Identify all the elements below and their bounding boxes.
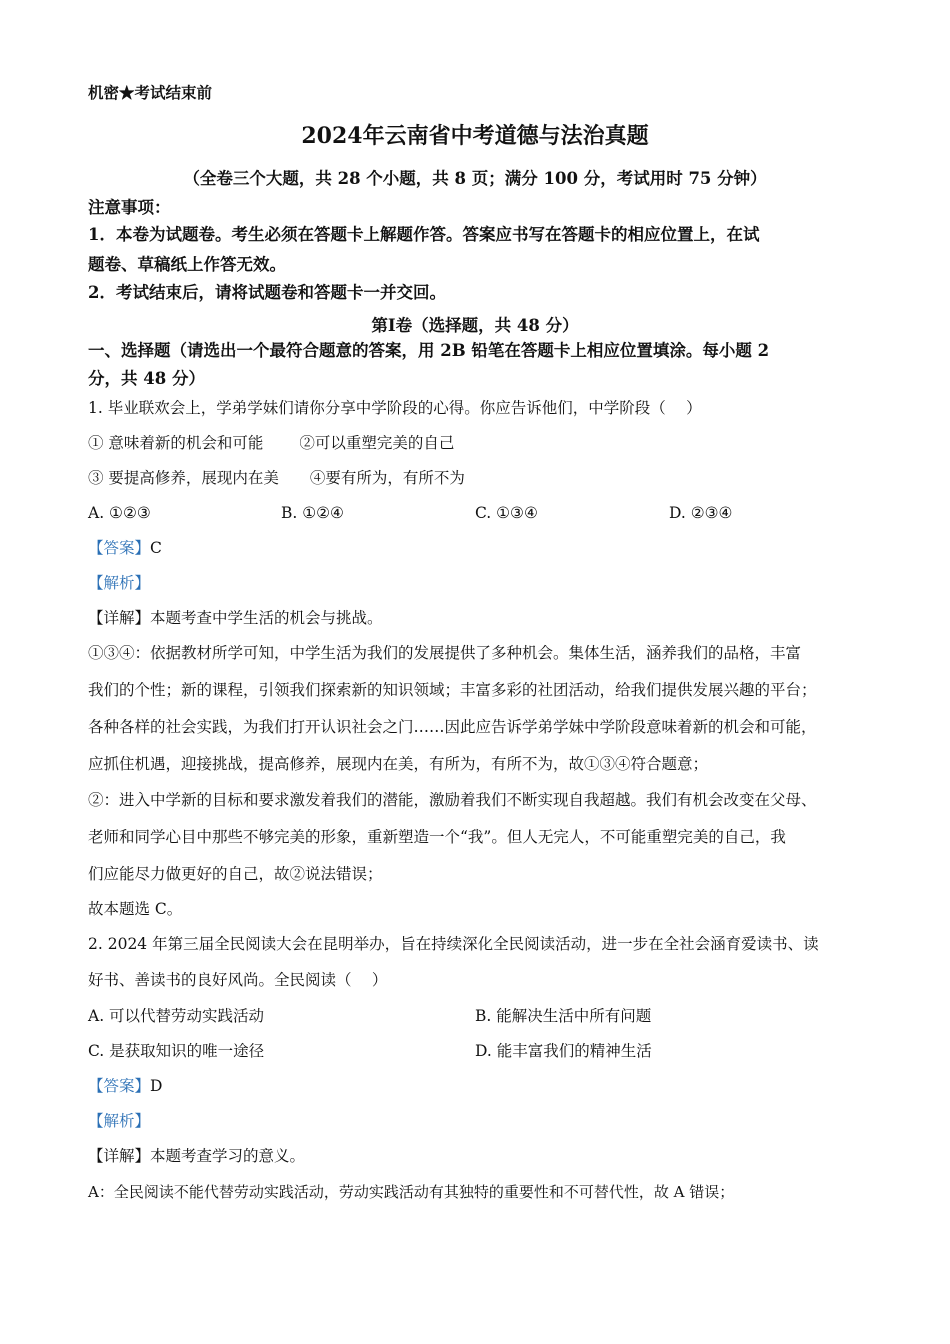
q1-answer-line (88, 538, 162, 558)
q1-stem: 1. 毕业联欢会上，学弟学妹们请你分享中学阶段的心得。你应告诉他们，中学阶段（ ） (88, 399, 702, 417)
notes-item-1-line-2: 题卷、草稿纸上作答无效。 (88, 255, 286, 274)
q1-explanation-line-1: ①③④：依据教材所学可知，中学生活为我们的发展提供了多种机会。集体生活，涵养我们的品格，丰富 (88, 644, 802, 662)
q2-answer-line (88, 1076, 162, 1096)
q1-option-b: B. ①②④ (281, 504, 344, 522)
q2-option-b: B. 能解决生活中所有问题 (475, 1007, 652, 1025)
notes-item-2: 2．考试结束后，请将试题卷和答题卡一并交回。 (88, 283, 446, 302)
confidential-label: 机密★考试结束前 (88, 83, 213, 102)
q1-explanation-line-3: 各种各样的社会实践，为我们打开认识社会之门……因此应告诉学弟学妹中学阶段意味着新的机会和可能， (88, 718, 817, 736)
q1-explanation-line-4: 应抓住机遇，迎接挑战，提高修养，展现内在美，有所为，有所不为，故①③④符合题意； (88, 755, 709, 773)
q1-detail: 【详解】本题考查中学生活的机会与挑战。 (88, 609, 383, 627)
q2-answer-value: D (150, 1077, 163, 1095)
volume-heading: 第Ⅰ卷（选择题，共 48 分） (371, 316, 579, 335)
q1-analysis-tag: 【解析】 (88, 574, 151, 592)
notes-heading: 注意事项： (88, 198, 171, 217)
q1-statements-line-1: ① 意味着新的机会和可能 ②可以重塑完美的自己 (88, 434, 455, 452)
q2-explanation-a: A：全民阅读不能代替劳动实践活动，劳动实践活动有其独特的重要性和不可替代性，故 A 错误； (88, 1183, 735, 1201)
q1-answer-tag: 【答案】 (88, 539, 151, 557)
q2-analysis-tag: 【解析】 (88, 1112, 151, 1130)
q1-option-c: C. ①③④ (475, 504, 538, 522)
exam-title: 2024年云南省中考道德与法治真题 (301, 123, 649, 149)
q1-conclusion: 故本题选 C。 (88, 900, 183, 918)
q1-explanation-line-6: 老师和同学心目中那些不够完美的形象，重新塑造一个“我”。但人无完人，不可能重塑完美的自己，我 (88, 828, 786, 846)
q1-explanation-line-7: 们应能尽力做更好的自己，故②说法错误； (88, 865, 383, 883)
q1-explanation-line-2: 我们的个性；新的课程，引领我们探索新的知识领域；丰富多彩的社团活动，给我们提供发展兴趣的平台； (88, 681, 817, 699)
q1-explanation-line-5: ②：进入中学新的目标和要求激发着我们的潜能，激励着我们不断实现自我超越。我们有机会改变在父母、 (88, 791, 817, 809)
q1-option-a: A. ①②③ (88, 504, 151, 522)
q2-option-d: D. 能丰富我们的精神生活 (475, 1042, 652, 1060)
q2-stem-line-1: 2. 2024 年第三届全民阅读大会在昆明举办，旨在持续深化全民阅读活动，进一步在全社会涵育爱读书、读 (88, 935, 819, 953)
section-instruction-line-1: 一、选择题（请选出一个最符合题意的答案，用 2B 铅笔在答题卡上相应位置填涂。每小题 2 (88, 341, 770, 360)
q1-answer-value: C (150, 539, 162, 557)
q2-option-c: C. 是获取知识的唯一途径 (88, 1042, 265, 1060)
q1-option-d: D. ②③④ (669, 504, 733, 522)
q2-detail: 【详解】本题考查学习的意义。 (88, 1147, 306, 1165)
q2-answer-tag: 【答案】 (88, 1077, 151, 1095)
notes-item-1-line-1: 1．本卷为试题卷。考生必须在答题卡上解题作答。答案应书写在答题卡的相应位置上，在试 (88, 225, 760, 244)
section-instruction-line-2: 分，共 48 分） (88, 369, 205, 388)
q1-statements-line-2: ③ 要提高修养，展现内在美 ④要有所为，有所不为 (88, 469, 465, 487)
q2-option-a: A. 可以代替劳动实践活动 (88, 1007, 265, 1025)
q2-stem-line-2: 好书、善读书的良好风尚。全民阅读（ ） (88, 971, 388, 989)
exam-subtitle: （全卷三个大题，共 28 个小题，共 8 页；满分 100 分，考试用时 75 分钟） (183, 169, 767, 188)
